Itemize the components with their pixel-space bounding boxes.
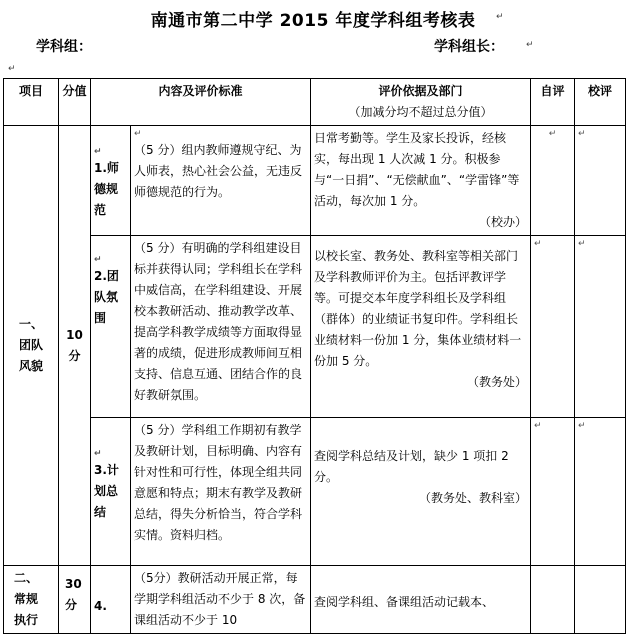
self-eval-cell[interactable] — [531, 126, 575, 236]
dept-text: （教务处、教科室） — [419, 491, 528, 505]
paragraph-mark-icon: ↵ — [534, 421, 542, 431]
assessment-table — [3, 78, 626, 634]
basis-text: 查阅学科总结及计划，缺少 1 项扣 2 分。 — [314, 449, 509, 484]
leader-label: 学科组长： — [434, 39, 504, 55]
dept-text: （校办） — [479, 215, 528, 229]
content-cell: （5 分）学科组工作期初有教学及教研计划，目标明确、内容有针对性和可行性，体现全组共同意愿和特点；期末有教学及教研总结，得失分析恰当，符合学科实情。资料归档。 — [131, 418, 311, 566]
content-cell: （5 分）有明确的学科组建设目标并获得认同；学科组长在学科中威信高，在学科组建设、开展校本教研活动、推动教学改革、提高学科教学成绩等方面取得显著的成绩，促进形成教师间互相支持、信息互通、团结合作的良好教研氛围。 — [131, 236, 311, 418]
subitem-cell — [91, 418, 131, 566]
basis-cell: 查阅学科组、备课组活动记载本、 — [311, 566, 531, 634]
paragraph-mark-icon: ↵ — [94, 449, 102, 459]
paragraph-mark-icon: ↵ — [548, 129, 557, 139]
header-self: 自评 — [531, 79, 575, 126]
paragraph-mark-icon: ↵ — [578, 129, 586, 139]
header-item: 项目 — [4, 79, 59, 126]
paragraph-mark-icon: ↵ — [578, 239, 586, 249]
category-cell: 一、团队风貌 — [4, 126, 59, 566]
category-cell: 二、常规执行 — [4, 566, 59, 634]
paragraph-mark-icon: ↵ — [94, 147, 102, 157]
basis-cell — [311, 236, 531, 418]
paragraph-mark-icon: ↵ — [578, 421, 586, 431]
paragraph-mark-icon: ↵ — [8, 64, 16, 74]
school-eval-cell[interactable] — [575, 126, 626, 236]
self-eval-cell[interactable] — [531, 566, 575, 634]
table-row — [4, 236, 626, 418]
header-check: 校评 — [575, 79, 626, 126]
basis-text: 以校长室、教务处、教科室等相关部门及学科教师评价为主。包括评教评学等。可提交本年度学科组长及学科组（群体）的业绩证书复印件。学科组长业绩材料一份加 1 分，集体业绩材料一份加 5 分。 — [314, 249, 522, 368]
subitem-cell — [91, 236, 131, 418]
score-cell: 10分 — [59, 126, 91, 566]
basis-cell — [311, 418, 531, 566]
header-basis-note: （加减分均不超过总分值） — [348, 105, 493, 119]
self-eval-cell[interactable] — [531, 236, 575, 418]
group-label: 学科组： — [36, 39, 92, 55]
paragraph-mark-icon: ↵ — [496, 12, 504, 22]
document-title: 南通市第二中学 2015 年度学科组考核表 — [150, 11, 476, 31]
header-row — [4, 79, 626, 126]
paragraph-mark-icon: ↵ — [94, 255, 102, 265]
header-content: 内容及评价标准 — [91, 79, 311, 126]
table-row — [4, 566, 626, 634]
header-score: 分值 — [59, 79, 91, 126]
subitem-cell: 4. — [91, 566, 131, 634]
table-row — [4, 418, 626, 566]
dept-text: （教务处） — [467, 375, 528, 389]
paragraph-mark-icon: ↵ — [134, 129, 142, 139]
content-text: （5 分）组内教师遵规守纪、为人师表，热心社会公益，无违反师德规范的行为。 — [134, 143, 303, 199]
paragraph-mark-icon: ↵ — [534, 239, 542, 249]
basis-cell — [311, 126, 531, 236]
subitem-label: 3.计划总结 — [94, 463, 119, 519]
basis-text: 日常考勤等。学生及家长投诉，经核实，每出现 1 人次减 1 分。积极参与“一日捐”、“无偿献血”、“学雷锋”等活动，每次加 1 分。 — [314, 131, 520, 208]
paragraph-mark-icon: ↵ — [526, 40, 534, 50]
header-basis-title: 评价依据及部门 — [378, 84, 463, 98]
score-cell: 30分 — [59, 566, 91, 634]
subitem-cell — [91, 126, 131, 236]
school-eval-cell[interactable] — [575, 236, 626, 418]
self-eval-cell[interactable] — [531, 418, 575, 566]
school-eval-cell[interactable] — [575, 418, 626, 566]
subitem-label: 1.师德规范 — [94, 161, 119, 217]
header-basis — [311, 79, 531, 126]
subitem-label: 2.团队氛围 — [94, 269, 119, 325]
content-cell: （5分）教研活动开展正常，每学期学科组活动不少于 8 次，备课组活动不少于 10 — [131, 566, 311, 634]
table-row — [4, 126, 626, 236]
school-eval-cell[interactable] — [575, 566, 626, 634]
content-cell — [131, 126, 311, 236]
